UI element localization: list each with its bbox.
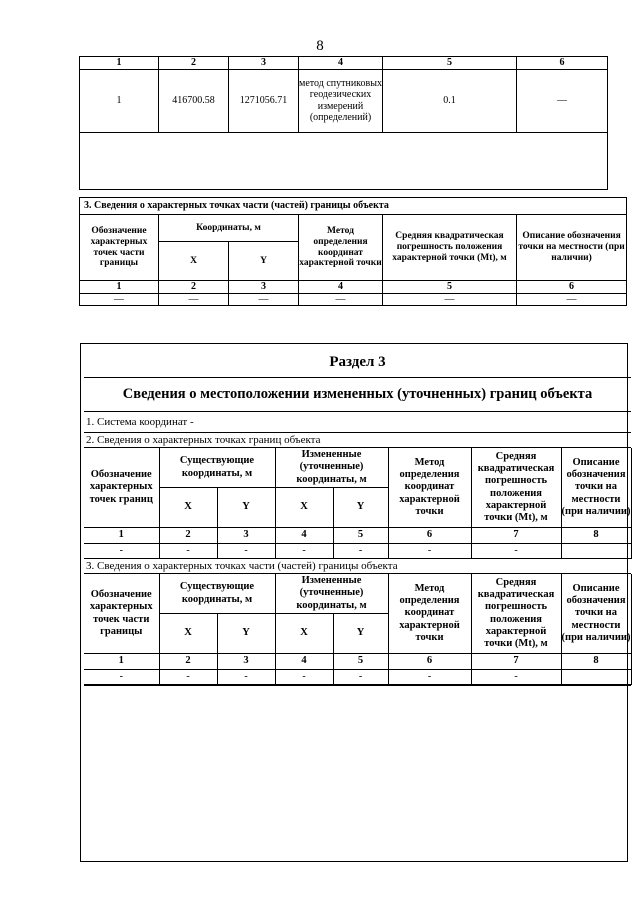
boundary-points-title: 2. Сведения о характерных точках границ объекта (84, 433, 631, 448)
col-x-header: X (159, 242, 229, 281)
empty-area (80, 132, 608, 189)
col-num: 5 (383, 281, 517, 294)
col-existing-header: Существующие координаты, м (159, 448, 275, 488)
x-cell: 416700.58 (159, 69, 229, 132)
empty-value: - (84, 670, 159, 685)
col-num: 6 (388, 528, 471, 544)
table-row (84, 544, 631, 559)
empty-value: - (471, 670, 561, 685)
empty-value: — (383, 293, 517, 306)
changed-parts-points-table (84, 574, 632, 685)
col-accuracy-header: Средняя квадратическая погрешность положения характерной точки (Mt), м (471, 448, 561, 528)
method-cell: метод спутниковых геодезических измерений (определений) (299, 69, 383, 132)
col-method-header: Метод определения координат характерной точки (388, 574, 471, 654)
description-cell: — (517, 69, 608, 132)
col-y2-header: Y (333, 488, 388, 528)
empty-value: - (159, 544, 217, 559)
col-num: 3 (229, 281, 299, 294)
col-method-header: Метод определения координат характерной точки (299, 215, 383, 281)
empty-value (561, 544, 631, 559)
col-num: 7 (471, 528, 561, 544)
col-num: 5 (333, 528, 388, 544)
parts-points-table (79, 197, 627, 306)
empty-value: — (80, 293, 159, 306)
col-num: 4 (275, 654, 333, 670)
col-x2-header: X (275, 614, 333, 654)
col-description-header: Описание обозначения точки на местности (при наличии) (561, 574, 631, 654)
empty-value: - (159, 670, 217, 685)
col-existing-header: Существующие координаты, м (159, 574, 275, 614)
empty-value: - (388, 544, 471, 559)
col-num: 8 (561, 654, 631, 670)
col-point-header: Обозначение характерных точек части границы (80, 215, 159, 281)
point-cell: 1 (80, 69, 159, 132)
table-row (80, 69, 608, 132)
accuracy-cell: 0.1 (383, 69, 517, 132)
col-num: 4 (275, 528, 333, 544)
col-num: 8 (561, 528, 631, 544)
col-accuracy-header: Средняя квадратическая погрешность положения характерной точки (Mt), м (471, 574, 561, 654)
empty-value: — (159, 293, 229, 306)
col-x1-header: X (159, 488, 217, 528)
changed-boundary-points-table (84, 448, 632, 559)
col-num-1: 1 (80, 57, 159, 70)
col-num-6: 6 (517, 57, 608, 70)
section-3-frame (80, 343, 631, 862)
col-num-2: 2 (159, 57, 229, 70)
col-num-5: 5 (383, 57, 517, 70)
empty-value: - (471, 544, 561, 559)
col-accuracy-header: Средняя квадратическая погрешность положения характерной точки (Mt), м (383, 215, 517, 281)
empty-value: - (84, 544, 159, 559)
y-cell: 1271056.71 (229, 69, 299, 132)
col-num-4: 4 (299, 57, 383, 70)
col-changed-header: Измененные (уточненные) координаты, м (275, 574, 388, 614)
col-y-header: Y (229, 242, 299, 281)
empty-area (84, 685, 631, 840)
empty-value: - (217, 670, 275, 685)
col-num-3: 3 (229, 57, 299, 70)
col-coords-header: Координаты, м (159, 215, 299, 242)
empty-value: — (229, 293, 299, 306)
col-x1-header: X (159, 614, 217, 654)
col-description-header: Описание обозначения точки на местности (при наличии) (517, 215, 627, 281)
empty-value: - (388, 670, 471, 685)
section-3-title: Раздел 3 (84, 347, 631, 378)
empty-value: - (217, 544, 275, 559)
col-num: 6 (388, 654, 471, 670)
col-method-header: Метод определения координат характерной точки (388, 448, 471, 528)
col-num: 2 (159, 654, 217, 670)
col-num: 2 (159, 281, 229, 294)
col-num: 1 (84, 528, 159, 544)
col-num: 3 (217, 528, 275, 544)
col-description-header: Описание обозначения точки на местности (при наличии) (561, 448, 631, 528)
table-row (84, 670, 631, 685)
boundary-points-table-continuation (79, 56, 608, 190)
coordinate-system: 1. Система координат - (84, 412, 631, 433)
col-changed-header: Измененные (уточненные) координаты, м (275, 448, 388, 488)
empty-value: - (333, 544, 388, 559)
col-y2-header: Y (333, 614, 388, 654)
col-num: 7 (471, 654, 561, 670)
empty-value: — (517, 293, 627, 306)
col-num: 4 (299, 281, 383, 294)
col-point-header: Обозначение характерных точек границ (84, 448, 159, 528)
empty-value: - (275, 544, 333, 559)
col-num: 5 (333, 654, 388, 670)
empty-value (561, 670, 631, 685)
col-num: 2 (159, 528, 217, 544)
table-row (80, 293, 627, 306)
col-x2-header: X (275, 488, 333, 528)
empty-value: — (299, 293, 383, 306)
parts-points-title: 3. Сведения о характерных точках части (частей) границы объекта (84, 559, 631, 574)
empty-value: - (275, 670, 333, 685)
col-y1-header: Y (217, 614, 275, 654)
col-num: 3 (217, 654, 275, 670)
section-title: 3. Сведения о характерных точках части (частей) границы объекта (80, 198, 627, 215)
section-3-subtitle: Сведения о местоположении измененных (уточненных) границ объекта (84, 378, 631, 412)
page-number: 8 (316, 38, 324, 54)
col-num: 6 (517, 281, 627, 294)
col-num: 1 (80, 281, 159, 294)
empty-value: - (333, 670, 388, 685)
col-point-header: Обозначение характерных точек части границы (84, 574, 159, 654)
col-num: 1 (84, 654, 159, 670)
col-y1-header: Y (217, 488, 275, 528)
